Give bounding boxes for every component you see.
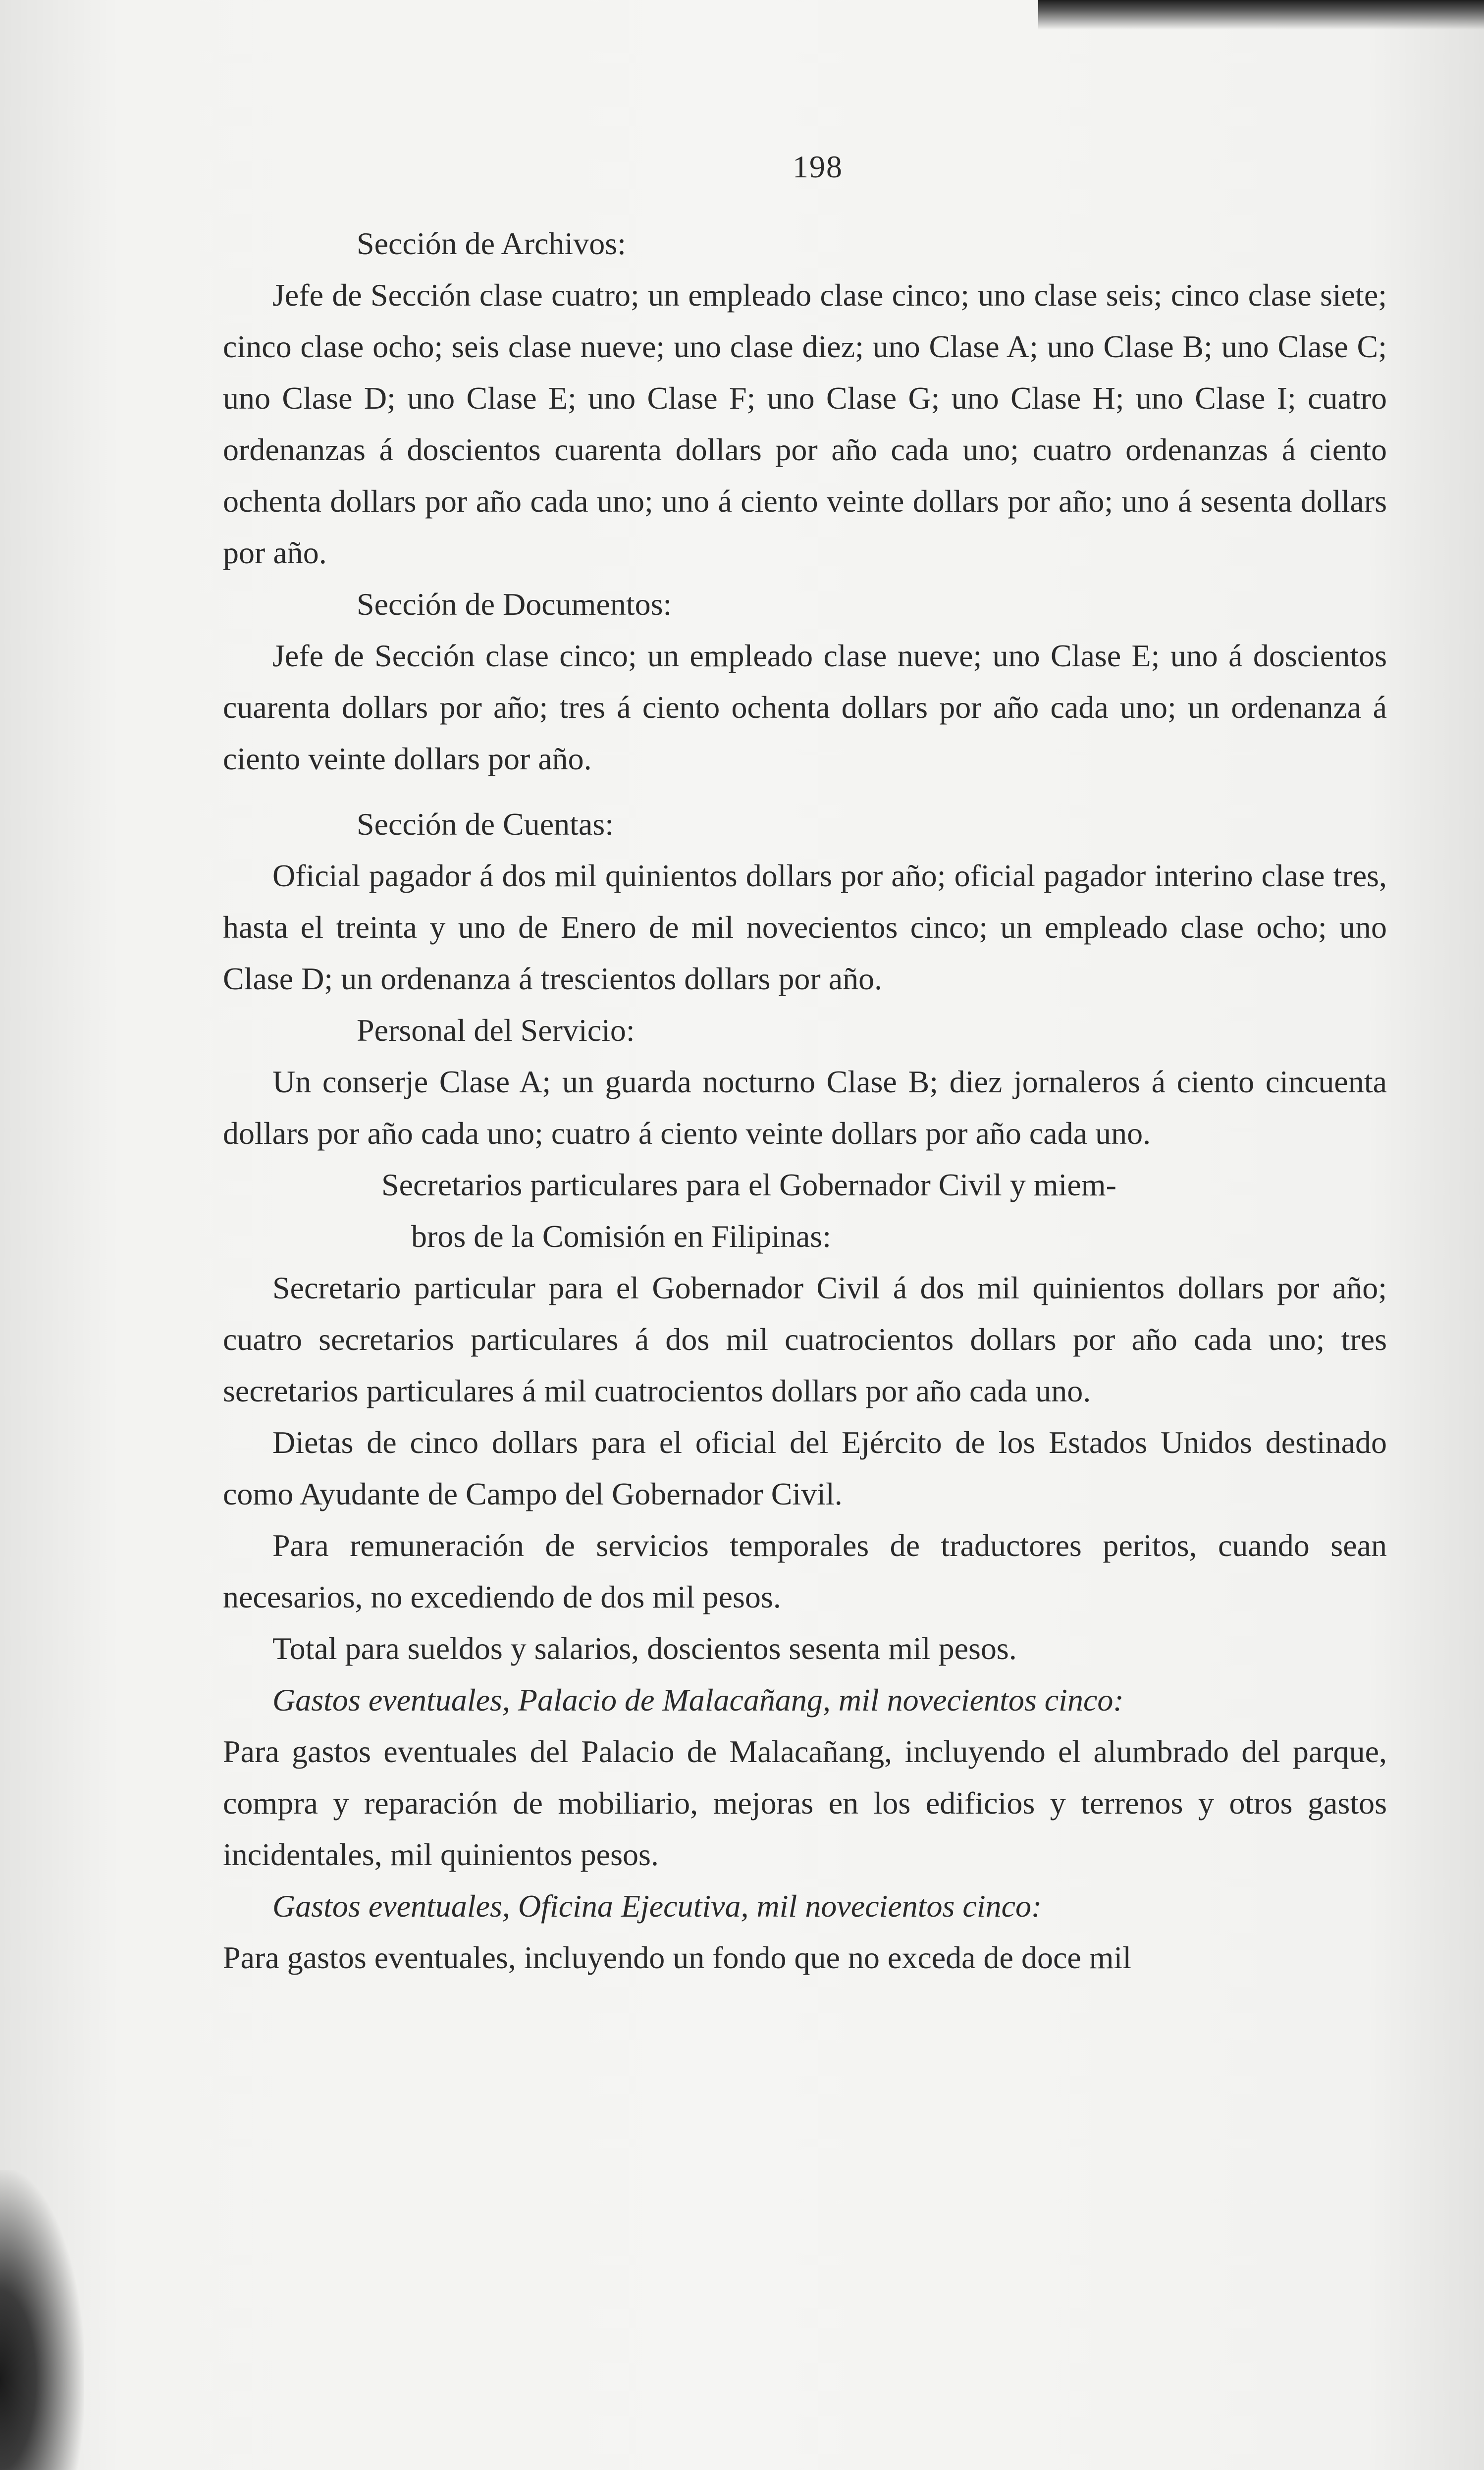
section-heading-secretarios-line-2: bros de la Comisión en Filipinas: bbox=[411, 1219, 831, 1254]
paragraph-personal: Un conserje Clase A; un guarda nocturno Clase B; diez jornaleros á ciento cincuenta dollars por año cada uno; cuatro á ciento veinte dollars por año cada uno. bbox=[223, 1064, 1387, 1151]
paragraph-documentos: Jefe de Sección clase cinco; un empleado clase nueve; uno Clase E; uno á doscientos cuarenta dollars por año; tres á ciento ochenta dollars por año cada uno; un ordenanza á ciento veinte dollars por año. bbox=[223, 638, 1387, 776]
paragraph-archivos: Jefe de Sección clase cuatro; un empleado clase cinco; uno clase seis; cinco clase siete; cinco clase ocho; seis clase nueve; uno clase diez; uno Clase A; uno Clase B; uno Clase C; uno Clase D; uno Clase E; uno Clase F; uno Clase G; uno Clase H; uno Clase I; cuatro ordenanzas á doscientos cuarenta dollars por año cada uno; cuatro ordenanzas á ciento ochenta dollars por año cada uno; uno á ciento veinte dollars por año; uno á sesenta dollars por año. bbox=[223, 277, 1387, 570]
page-number: 198 bbox=[793, 149, 843, 184]
paragraph-malacanang: Para gastos eventuales del Palacio de Malacañang, incluyendo el alumbrado del parque, compra y reparación de mobiliario, mejoras en los edificios y terrenos y otros gastos incidentales, mil quinientos pesos. bbox=[223, 1734, 1387, 1872]
section-heading-oficina: Gastos eventuales, Oficina Ejecutiva, mil novecientos cinco: bbox=[272, 1888, 1042, 1924]
section-heading-personal: Personal del Servicio: bbox=[357, 1013, 635, 1048]
scan-edge-shadow-left bbox=[0, 2170, 84, 2470]
paragraph-dietas: Dietas de cinco dollars para el oficial del Ejército de los Estados Unidos destinado como Ayudante de Campo del Gobernador Civil. bbox=[223, 1425, 1387, 1511]
page-body bbox=[223, 218, 1387, 1984]
paragraph-secretarios: Secretario particular para el Gobernador Civil á dos mil quinientos dollars por año; cuatro secretarios particulares á dos mil cuatrocientos dollars por año cada uno; tres secretarios particulares á mil cuatrocientos dollars por año cada uno. bbox=[223, 1270, 1387, 1408]
section-heading-secretarios-line-1: Secretarios particulares para el Gobernador Civil y miem- bbox=[381, 1167, 1116, 1202]
section-heading-cuentas: Sección de Cuentas: bbox=[357, 806, 614, 842]
scan-edge-shadow-top bbox=[1038, 0, 1484, 30]
section-heading-archivos: Sección de Archivos: bbox=[357, 226, 626, 261]
section-heading-documentos: Sección de Documentos: bbox=[357, 587, 672, 622]
paragraph-total: Total para sueldos y salarios, doscientos sesenta mil pesos. bbox=[272, 1631, 1017, 1666]
paragraph-traductores: Para remuneración de servicios temporales de traductores peritos, cuando sean necesarios, no excediendo de dos mil pesos. bbox=[223, 1528, 1387, 1614]
paragraph-cuentas: Oficial pagador á dos mil quinientos dollars por año; oficial pagador interino clase tres, hasta el treinta y uno de Enero de mil novecientos cinco; un empleado clase ocho; uno Clase D; un ordenanza á trescientos dollars por año. bbox=[223, 858, 1387, 996]
section-heading-malacanang: Gastos eventuales, Palacio de Malacañang, mil novecientos cinco: bbox=[272, 1682, 1124, 1718]
section-heading-secretarios bbox=[223, 1159, 1387, 1262]
paragraph-oficina: Para gastos eventuales, incluyendo un fondo que no exceda de doce mil bbox=[223, 1940, 1132, 1975]
